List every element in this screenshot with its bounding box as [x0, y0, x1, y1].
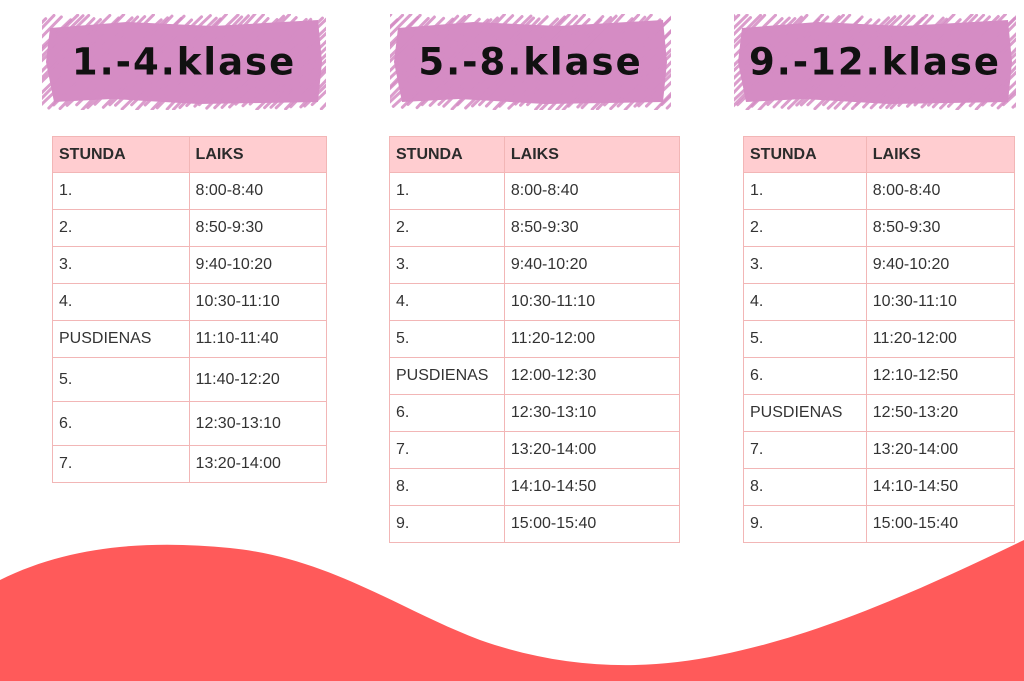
- table-row: [390, 210, 680, 247]
- time-cell: 14:10-14:50: [866, 469, 1014, 506]
- time-cell: 14:10-14:50: [504, 469, 679, 506]
- lesson-cell: 8.: [744, 469, 867, 506]
- wave-shape: [0, 540, 1024, 681]
- table-row: [744, 210, 1015, 247]
- table-row: [53, 446, 327, 483]
- time-cell: 8:00-8:40: [866, 173, 1014, 210]
- table-row: [744, 395, 1015, 432]
- header-stunda: STUNDA: [744, 137, 867, 173]
- schedule-table-5-8: [389, 136, 680, 543]
- lesson-cell: 2.: [53, 210, 190, 247]
- table-header-row: [53, 137, 327, 173]
- time-cell: 8:50-9:30: [866, 210, 1014, 247]
- lesson-cell: 4.: [744, 284, 867, 321]
- lesson-cell: 2.: [390, 210, 505, 247]
- time-cell: 8:50-9:30: [504, 210, 679, 247]
- table-row: [390, 173, 680, 210]
- schedule-table-9-12: [743, 136, 1015, 543]
- lesson-cell: 5.: [390, 321, 505, 358]
- time-cell: 10:30-11:10: [866, 284, 1014, 321]
- lesson-cell: 7.: [744, 432, 867, 469]
- time-cell: 10:30-11:10: [504, 284, 679, 321]
- time-cell: 8:00-8:40: [189, 173, 326, 210]
- lesson-cell: 1.: [53, 173, 190, 210]
- lesson-cell: 7.: [53, 446, 190, 483]
- header-laiks: LAIKS: [189, 137, 326, 173]
- table-row: [744, 284, 1015, 321]
- lesson-cell: PUSDIENAS: [744, 395, 867, 432]
- table-row: [390, 395, 680, 432]
- time-cell: 11:40-12:20: [189, 358, 326, 402]
- lesson-cell: 1.: [390, 173, 505, 210]
- lesson-cell: 3.: [744, 247, 867, 284]
- table-header-row: [390, 137, 680, 173]
- table-row: [390, 321, 680, 358]
- lesson-cell: 4.: [390, 284, 505, 321]
- table-row: [744, 247, 1015, 284]
- table-row: [744, 469, 1015, 506]
- table-row: [744, 321, 1015, 358]
- time-cell: 12:50-13:20: [866, 395, 1014, 432]
- time-cell: 12:30-13:10: [189, 402, 326, 446]
- lesson-cell: 2.: [744, 210, 867, 247]
- time-cell: 11:10-11:40: [189, 321, 326, 358]
- time-cell: 12:10-12:50: [866, 358, 1014, 395]
- lesson-cell: 4.: [53, 284, 190, 321]
- table-row: [53, 284, 327, 321]
- grade-header-9-12: [732, 12, 1018, 112]
- table-row: [53, 358, 327, 402]
- table-row: [390, 358, 680, 395]
- time-cell: 12:30-13:10: [504, 395, 679, 432]
- lesson-cell: 8.: [390, 469, 505, 506]
- table-row: [390, 432, 680, 469]
- table-row: [390, 506, 680, 543]
- grade-title: 9.-12.klase: [748, 40, 1002, 84]
- time-cell: 13:20-14:00: [189, 446, 326, 483]
- lesson-cell: 9.: [390, 506, 505, 543]
- header-laiks: LAIKS: [866, 137, 1014, 173]
- time-cell: 8:50-9:30: [189, 210, 326, 247]
- lesson-cell: 5.: [744, 321, 867, 358]
- lesson-cell: 5.: [53, 358, 190, 402]
- lesson-cell: PUSDIENAS: [390, 358, 505, 395]
- time-cell: 8:00-8:40: [504, 173, 679, 210]
- table-row: [744, 432, 1015, 469]
- lesson-cell: 6.: [744, 358, 867, 395]
- time-cell: 13:20-14:00: [504, 432, 679, 469]
- table-row: [390, 247, 680, 284]
- lesson-cell: 1.: [744, 173, 867, 210]
- table-row: [53, 210, 327, 247]
- time-cell: 9:40-10:20: [866, 247, 1014, 284]
- table-row: [390, 469, 680, 506]
- header-stunda: STUNDA: [390, 137, 505, 173]
- lesson-cell: 6.: [53, 402, 190, 446]
- time-cell: 15:00-15:40: [504, 506, 679, 543]
- table-header-row: [744, 137, 1015, 173]
- time-cell: 9:40-10:20: [504, 247, 679, 284]
- time-cell: 15:00-15:40: [866, 506, 1014, 543]
- lesson-cell: PUSDIENAS: [53, 321, 190, 358]
- grade-header-5-8: [388, 12, 673, 112]
- lesson-cell: 3.: [53, 247, 190, 284]
- lesson-cell: 6.: [390, 395, 505, 432]
- time-cell: 11:20-12:00: [504, 321, 679, 358]
- grade-title: 1.-4.klase: [71, 40, 297, 84]
- time-cell: 10:30-11:10: [189, 284, 326, 321]
- table-row: [53, 402, 327, 446]
- table-row: [744, 173, 1015, 210]
- lesson-cell: 7.: [390, 432, 505, 469]
- grade-title: 5.-8.klase: [418, 40, 643, 84]
- table-row: [744, 506, 1015, 543]
- table-row: [390, 284, 680, 321]
- time-cell: 11:20-12:00: [866, 321, 1014, 358]
- time-cell: 9:40-10:20: [189, 247, 326, 284]
- lesson-cell: 9.: [744, 506, 867, 543]
- header-laiks: LAIKS: [504, 137, 679, 173]
- time-cell: 12:00-12:30: [504, 358, 679, 395]
- header-stunda: STUNDA: [53, 137, 190, 173]
- table-row: [53, 173, 327, 210]
- table-row: [53, 321, 327, 358]
- lesson-cell: 3.: [390, 247, 505, 284]
- grade-header-1-4: [40, 12, 328, 112]
- table-row: [744, 358, 1015, 395]
- schedule-table-1-4: [52, 136, 327, 483]
- table-row: [53, 247, 327, 284]
- time-cell: 13:20-14:00: [866, 432, 1014, 469]
